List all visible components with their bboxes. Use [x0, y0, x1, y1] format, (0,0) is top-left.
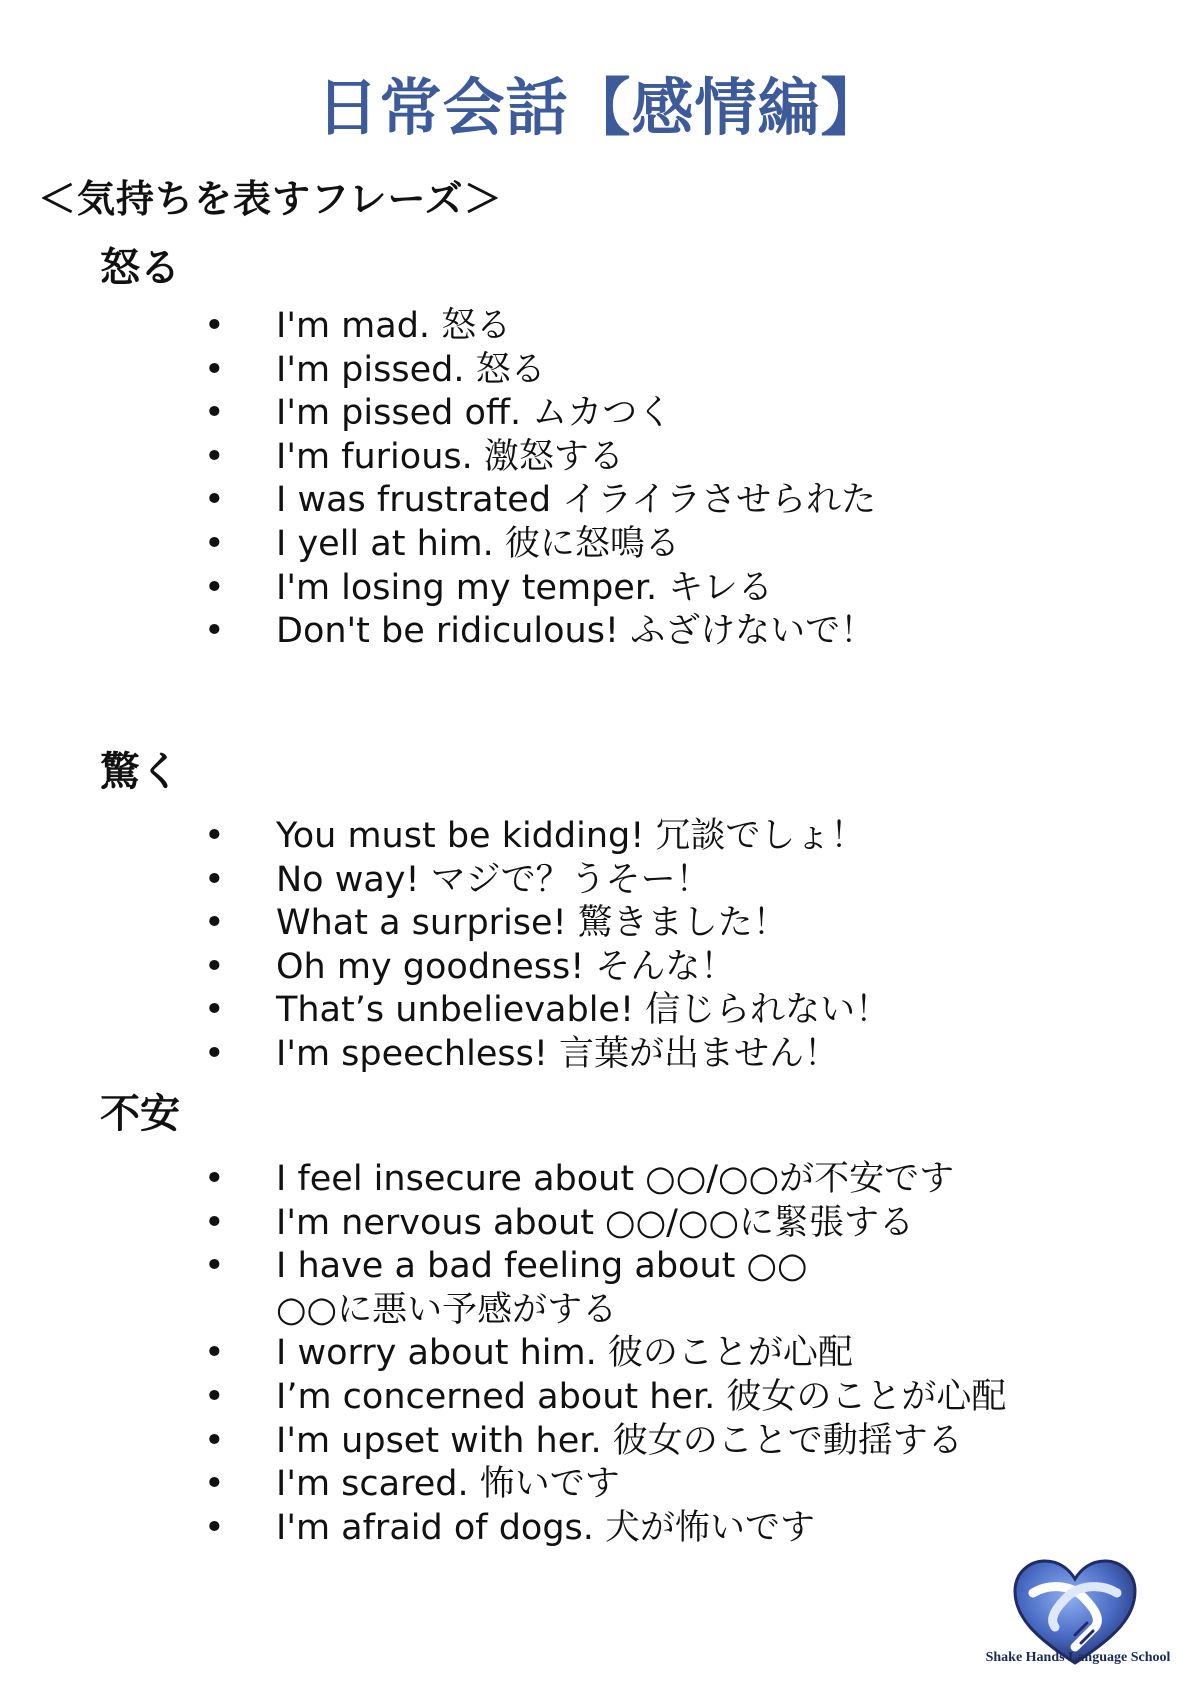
page-title: 日常会話【感情編】 — [316, 71, 884, 144]
phrase-text: I’m concerned about her. 彼女のことが心配 — [276, 1376, 1007, 1417]
phrase-text: You must be kidding! 冗談でしょ！ — [276, 816, 866, 856]
bullet-icon: • — [204, 523, 225, 564]
bullet-icon: • — [204, 1202, 225, 1243]
phrase-list-surprised — [200, 815, 1100, 1077]
list-item — [200, 567, 1100, 611]
list-item — [200, 859, 1100, 903]
list-item — [200, 392, 1100, 436]
phrase-text: I'm nervous about ○○/○○に緊張する — [276, 1202, 914, 1243]
list-item — [200, 989, 1100, 1033]
phrase-text: I'm speechless! 言葉が出ません！ — [276, 1033, 839, 1074]
bullet-icon: • — [204, 436, 225, 477]
bullet-icon: • — [204, 349, 225, 390]
phrase-text: I'm upset with her. 彼女のことで動揺する — [276, 1420, 963, 1461]
list-item — [200, 523, 1100, 567]
bullet-icon: • — [204, 816, 225, 856]
bullet-icon: • — [204, 946, 225, 987]
phrase-text: Don't be ridiculous! ふざけないで！ — [276, 611, 876, 652]
list-item — [200, 305, 1100, 349]
list-item — [200, 479, 1100, 523]
section-heading-anxious: 不安 — [100, 1091, 180, 1137]
list-item — [200, 610, 1100, 654]
list-item — [200, 1420, 1100, 1464]
bullet-icon: • — [204, 393, 225, 434]
phrase-list-angry — [200, 305, 1100, 654]
list-item-continuation — [200, 1289, 1100, 1333]
phrase-list-anxious — [200, 1158, 1100, 1550]
phrase-text: I have a bad feeling about ○○ — [276, 1246, 808, 1287]
bullet-icon: • — [204, 306, 225, 346]
list-item — [200, 1376, 1100, 1420]
bullet-icon: • — [204, 1507, 225, 1548]
bullet-icon: • — [204, 1033, 225, 1074]
list-item — [200, 946, 1100, 990]
section-heading-surprised: 驚く — [100, 749, 180, 795]
phrase-text: I worry about him. 彼のことが心配 — [276, 1333, 853, 1374]
phrase-text: I'm scared. 怖いです — [276, 1464, 620, 1505]
section-heading-angry: 怒る — [100, 245, 180, 291]
bullet-icon: • — [204, 1464, 225, 1505]
phrase-text: No way! マジで？うそー！ — [276, 859, 711, 900]
list-item — [200, 1202, 1100, 1246]
list-item — [200, 349, 1100, 393]
phrase-text: What a surprise! 驚きました！ — [276, 903, 788, 944]
list-item — [200, 815, 1100, 859]
phrase-text: That’s unbelievable! 信じられない！ — [276, 990, 891, 1031]
phrase-text: I'm afraid of dogs. 犬が怖いです — [276, 1507, 816, 1548]
bullet-icon: • — [204, 990, 225, 1031]
phrase-text: I'm losing my temper. キレる — [276, 567, 773, 608]
list-item — [200, 1245, 1100, 1289]
list-item — [200, 902, 1100, 946]
logo-text: Shake Hands Language School — [985, 1650, 1171, 1665]
phrase-text: Oh my goodness! そんな！ — [276, 946, 736, 987]
list-item — [200, 436, 1100, 480]
bullet-icon: • — [204, 567, 225, 608]
phrase-text: I yell at him. 彼に怒鳴る — [276, 523, 680, 564]
list-item — [200, 1158, 1100, 1202]
list-item — [200, 1033, 1100, 1077]
phrase-text: I'm pissed. 怒る — [276, 349, 546, 390]
bullet-icon: • — [204, 1333, 225, 1374]
phrase-text: I'm pissed off. ムカつく — [276, 393, 673, 434]
page-subtitle: ＜気持ちを表すフレーズ＞ — [38, 177, 503, 221]
bullet-icon: • — [204, 1159, 225, 1199]
list-item — [200, 1507, 1100, 1551]
phrase-text: I'm mad. 怒る — [276, 306, 512, 346]
phrase-text: I feel insecure about ○○/○○が不安です — [276, 1159, 955, 1199]
bullet-icon: • — [204, 1376, 225, 1417]
bullet-icon: • — [204, 1246, 225, 1287]
list-item — [200, 1463, 1100, 1507]
bullet-icon: • — [204, 859, 225, 900]
phrase-text: I was frustrated イライラさせられた — [276, 480, 877, 521]
bullet-icon: • — [204, 1420, 225, 1461]
bullet-icon: • — [204, 480, 225, 521]
phrase-text: ○○に悪い予感がする — [276, 1289, 618, 1330]
phrase-text: I'm furious. 激怒する — [276, 436, 624, 477]
bullet-icon: • — [204, 611, 225, 652]
list-item — [200, 1332, 1100, 1376]
bullet-icon: • — [204, 903, 225, 944]
